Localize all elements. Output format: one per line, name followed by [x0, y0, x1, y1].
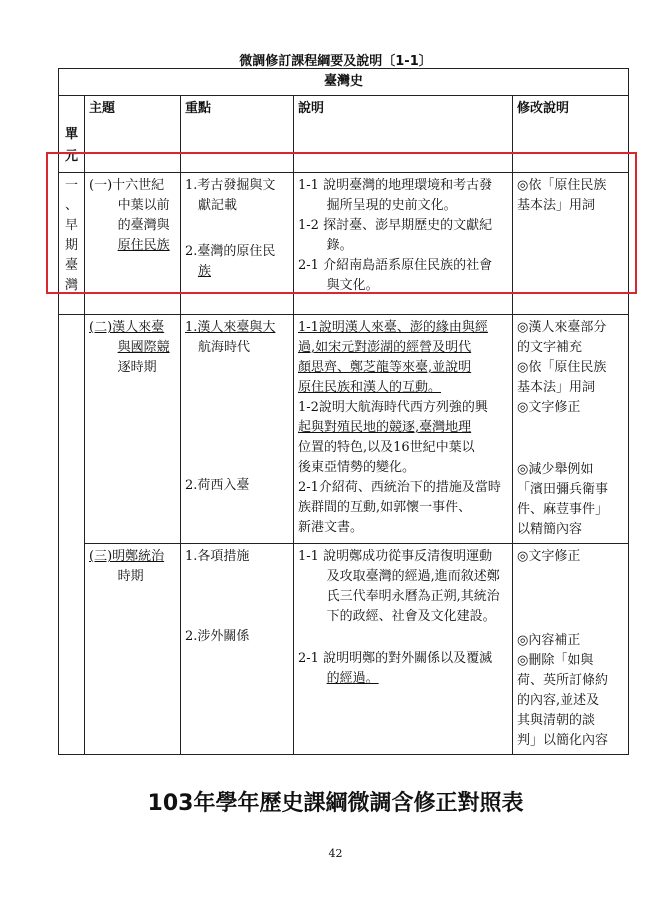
revision-cell: ◎文字修正 ◎內容補正 ◎刪除「如與 荷、英所訂條約 的內容,並述及 其與清朝的談 判」以簡化內容 [513, 544, 629, 755]
page-number: 42 [328, 847, 343, 860]
header-unit: 單 元 [59, 96, 85, 173]
revision-cell: ◎依「原住民族 基本法」用詞 [513, 173, 629, 315]
unit-cell-empty [59, 315, 85, 755]
description-cell: 1-1說明漢人來臺、澎的緣由與經 過,如宋元對澎湖的經營及明代 顏思齊、鄭芝龍等來臺,並說明 原住民族和漢人的互動。 1-2說明大航海時代西方列強的興 起與對殖民地的競逐,臺灣地理 位置的特色,以及16世紀中葉以 後東亞情勢的變化。 2-1介紹荷、西統治下的措施及當時 族群間的互動,如郭懷一事件、 新港文書。 [294, 315, 513, 544]
document-title: 微調修訂課程綱要及說明〔1-1〕 [239, 54, 432, 69]
focus-cell: 1.各項措施 2.涉外關係 [181, 544, 294, 755]
focus-cell: 1.考古發掘與文 獻記載 2.臺灣的原住民 族 [181, 173, 294, 315]
topic-cell: (一)十六世紀 中葉以前 的臺灣與 原住民族 [85, 173, 181, 315]
header-topic: 主題 [85, 96, 181, 173]
table-row [59, 544, 629, 755]
description-cell: 1-1 說明臺灣的地理環境和考古發 掘所呈現的史前文化。 1-2 探討臺、澎早期歷史的文獻紀 錄。 2-1 介紹南島語系原住民族的社會 與文化。 [294, 173, 513, 315]
header-revision: 修改說明 [513, 96, 629, 173]
unit-cell: 一 、 早 期 臺 灣 [59, 173, 85, 315]
topic-cell: (二)漢人來臺 與國際競 逐時期 [85, 315, 181, 544]
subject-title: 臺灣史 [59, 69, 629, 96]
header-description: 說明 [294, 96, 513, 173]
description-cell: 1-1 說明鄭成功從事反清復明運動 及攻取臺灣的經過,進而敘述鄭 氏三代奉明永曆為正朔,其統治 下的政經、社會及文化建設。 2-1 說明明鄭的對外關係以及覆滅 的經過。 [294, 544, 513, 755]
table-row [59, 315, 629, 544]
header-focus: 重點 [181, 96, 294, 173]
caption: 103年學年歷史課綱微調含修正對照表 [147, 791, 524, 816]
topic-cell: (三)明鄭統治 時期 [85, 544, 181, 755]
highlight-annotation-box [46, 152, 637, 294]
revision-cell: ◎漢人來臺部分 的文字補充 ◎依「原住民族 基本法」用詞 ◎文字修正 ◎減少舉例如 「濱田彌兵衛事 件、麻荳事件」 以精簡內容 [513, 315, 629, 544]
focus-cell: 1.漢人來臺與大 航海時代 2.荷西入臺 [181, 315, 294, 544]
subject-row [59, 69, 629, 96]
